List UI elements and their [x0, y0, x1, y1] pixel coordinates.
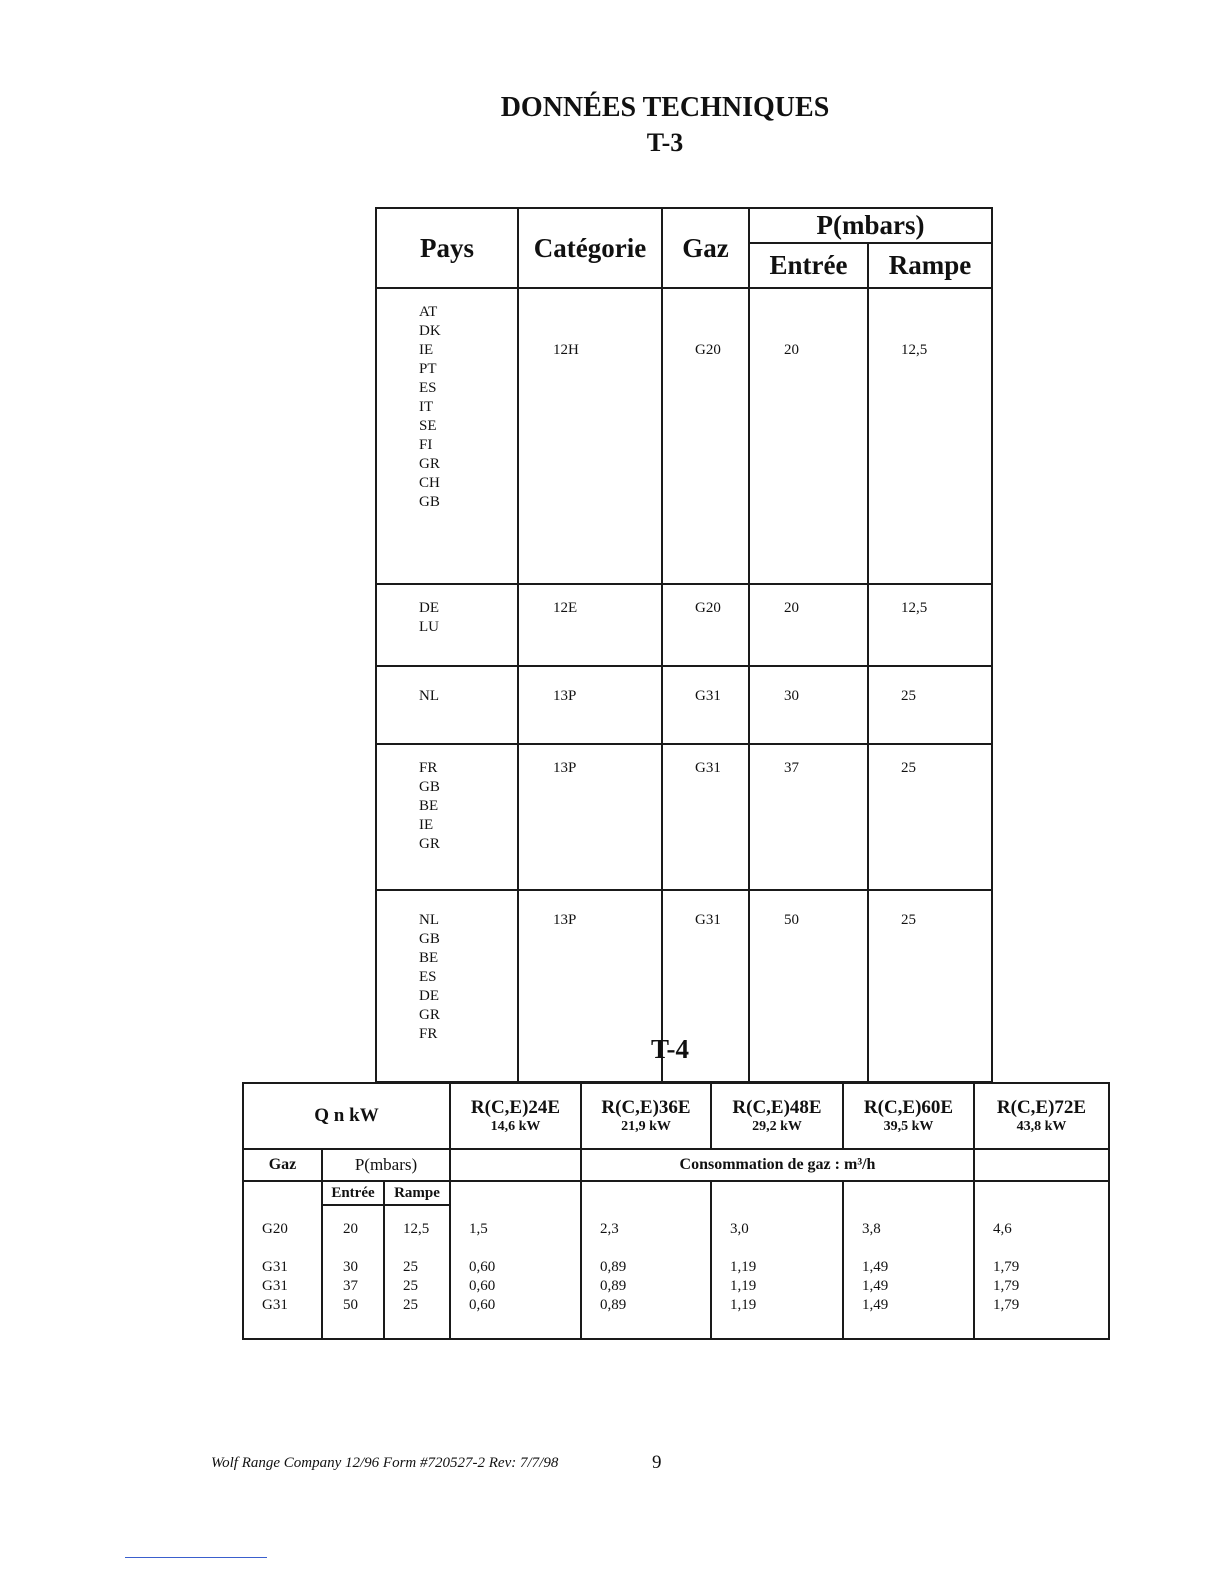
header-pays: Pays: [376, 208, 518, 288]
country-code: GB: [419, 494, 440, 510]
model-name: R(C,E)72E: [996, 1097, 1087, 1118]
pays-cell: [376, 288, 518, 584]
value: 0,89: [600, 1259, 627, 1275]
categorie-cell: [518, 666, 662, 744]
rampe-value: 25: [901, 760, 916, 776]
entree-value: 20: [784, 342, 799, 358]
qnkw-label: Q n kW: [314, 1105, 379, 1126]
row-gap: [862, 1239, 973, 1258]
country-code: SE: [419, 418, 437, 434]
page-number: 9: [652, 1452, 662, 1473]
country-code: DK: [419, 323, 441, 339]
pays-cell: [376, 666, 518, 744]
country-code: AT: [419, 304, 438, 320]
gaz-column: [243, 1181, 322, 1339]
entree-cell: [749, 666, 868, 744]
model-power: 39,5 kW: [883, 1119, 934, 1134]
country-code: NL: [419, 688, 439, 704]
gaz-cell: [662, 666, 749, 744]
gaz-header: Gaz: [243, 1149, 322, 1181]
country-code: ES: [419, 969, 437, 985]
table-row: [376, 288, 992, 584]
value: 4,6: [993, 1221, 1012, 1237]
header-pmbars: P(mbars): [749, 208, 992, 243]
value: 0,60: [469, 1297, 496, 1313]
value: 50: [343, 1297, 358, 1313]
table-t3-body: [376, 288, 992, 1082]
table-row: [376, 584, 992, 666]
rampe-cell: [868, 584, 992, 666]
categorie-value: 12H: [553, 342, 579, 358]
value: 0,60: [469, 1259, 496, 1275]
consumption-24e: [450, 1181, 581, 1339]
value: 0,60: [469, 1278, 496, 1294]
model-name: R(C,E)24E: [470, 1097, 561, 1118]
country-code: FR: [419, 760, 438, 776]
row-gap: [343, 1239, 383, 1258]
country-code: IE: [419, 342, 434, 358]
gaz-value: G31: [695, 912, 721, 928]
gaz-value: G31: [695, 760, 721, 776]
empty-header: [974, 1149, 1109, 1181]
header-rampe: Rampe: [868, 243, 992, 288]
model-name: R(C,E)48E: [732, 1097, 822, 1118]
empty-header: [450, 1149, 581, 1181]
entree-value: 50: [784, 912, 799, 928]
country-code: LU: [419, 619, 439, 635]
country-code: GB: [419, 779, 440, 795]
pays-cell: [376, 584, 518, 666]
table-t3-label: T-3: [646, 128, 684, 157]
value: 0,89: [600, 1297, 627, 1313]
value: 3,0: [730, 1221, 749, 1237]
country-code: BE: [419, 950, 439, 966]
value: 0,89: [600, 1278, 627, 1294]
gaz-value: G31: [695, 688, 721, 704]
categorie-value: 13P: [553, 912, 577, 928]
value: 12,5: [403, 1221, 430, 1237]
rampe-value: 12,5: [901, 342, 928, 358]
row-gap: [730, 1239, 842, 1258]
categorie-cell: [518, 288, 662, 584]
value: 1,79: [993, 1278, 1020, 1294]
model-60e: [843, 1083, 974, 1149]
model-48e: [711, 1083, 843, 1149]
header-gaz: Gaz: [662, 208, 749, 288]
country-code: FI: [419, 437, 433, 453]
value: 3,8: [862, 1221, 881, 1237]
country-code: ES: [419, 380, 437, 396]
bottom-divider: [125, 1557, 267, 1558]
rampe-value: 25: [901, 688, 916, 704]
categorie-value: 13P: [553, 688, 577, 704]
gaz-cell: [662, 288, 749, 584]
country-code: GR: [419, 456, 440, 472]
gaz-value: G20: [695, 342, 721, 358]
categorie-value: 13P: [553, 760, 577, 776]
model-72e: [974, 1083, 1109, 1149]
categorie-cell: [518, 584, 662, 666]
value: 1,79: [993, 1297, 1020, 1313]
rampe-cell: [868, 666, 992, 744]
model-name: R(C,E)60E: [863, 1097, 954, 1118]
value: 1,5: [469, 1221, 488, 1237]
qnkw-cell: [243, 1083, 450, 1149]
model-24e: [450, 1083, 581, 1149]
country-code: GR: [419, 836, 440, 852]
rampe-value: 12,5: [901, 600, 928, 616]
country-code: NL: [419, 912, 439, 928]
page-title: DONNÉES TECHNIQUES: [500, 92, 830, 123]
value: 1,49: [862, 1259, 889, 1275]
categorie-value: 12E: [553, 600, 578, 616]
gaz-cell: [662, 744, 749, 890]
row-gap: [403, 1239, 449, 1258]
table-t4-label: T-4: [650, 1034, 690, 1064]
footer-text: Wolf Range Company 12/96 Form #720527-2 Rev: 7/7/98: [211, 1455, 559, 1471]
entree-cell: [749, 288, 868, 584]
value: 25: [403, 1278, 418, 1294]
rampe-column: [384, 1205, 450, 1339]
consumption-48e: [711, 1181, 843, 1339]
entree-column: [322, 1205, 384, 1339]
consumption-72e: [974, 1181, 1109, 1339]
value: 1,49: [862, 1297, 889, 1313]
country-code: PT: [419, 361, 437, 377]
consumption-header: Consommation de gaz : m³/h: [581, 1149, 974, 1181]
entree-value: 30: [784, 688, 799, 704]
header-entree: Entrée: [749, 243, 868, 288]
value: 25: [403, 1259, 418, 1275]
value: 1,19: [730, 1259, 757, 1275]
value: 25: [403, 1297, 418, 1313]
value: 1,79: [993, 1259, 1020, 1275]
table-row: [376, 744, 992, 890]
pmbars-header: P(mbars): [322, 1149, 450, 1181]
value: 1,49: [862, 1278, 889, 1294]
value: 30: [343, 1259, 358, 1275]
rampe-cell: [868, 288, 992, 584]
entree-cell: [749, 584, 868, 666]
row-gap: [469, 1239, 580, 1258]
value: G31: [262, 1278, 288, 1294]
entree-subheader: Entrée: [322, 1181, 384, 1205]
row-gap: [262, 1239, 321, 1258]
entree-value: 37: [784, 760, 799, 776]
country-code: DE: [419, 600, 439, 616]
model-power: 21,9 kW: [621, 1119, 671, 1134]
country-code: IE: [419, 817, 434, 833]
row-gap: [993, 1239, 1108, 1258]
rampe-value: 25: [901, 912, 916, 928]
country-code: FR: [419, 1026, 438, 1042]
table-row: [376, 666, 992, 744]
country-code: DE: [419, 988, 439, 1004]
rampe-subheader: Rampe: [384, 1181, 450, 1205]
categorie-cell: [518, 744, 662, 890]
country-code: BE: [419, 798, 439, 814]
model-power: 29,2 kW: [752, 1119, 802, 1134]
country-code: GR: [419, 1007, 440, 1023]
value: 1,19: [730, 1297, 757, 1313]
gaz-value: G20: [695, 600, 721, 616]
model-36e: [581, 1083, 711, 1149]
model-power: 14,6 kW: [490, 1119, 541, 1134]
country-code: GB: [419, 931, 440, 947]
country-code: IT: [419, 399, 434, 415]
row-gap: [600, 1239, 710, 1258]
entree-cell: [749, 744, 868, 890]
model-power: 43,8 kW: [1016, 1119, 1067, 1134]
pays-cell: [376, 744, 518, 890]
value: 20: [343, 1221, 358, 1237]
value: 1,19: [730, 1278, 757, 1294]
rampe-cell: [868, 744, 992, 890]
header-categorie: Catégorie: [518, 208, 662, 288]
value: G31: [262, 1259, 288, 1275]
value: G20: [262, 1221, 288, 1237]
value: 37: [343, 1278, 358, 1294]
value: 2,3: [600, 1221, 619, 1237]
model-name: R(C,E)36E: [601, 1097, 691, 1118]
value: G31: [262, 1297, 288, 1313]
gaz-cell: [662, 584, 749, 666]
country-code: CH: [419, 475, 440, 491]
table-t4: [242, 1082, 1110, 1340]
consumption-36e: [581, 1181, 711, 1339]
consumption-60e: [843, 1181, 974, 1339]
table-t3: [375, 207, 993, 1083]
entree-value: 20: [784, 600, 799, 616]
